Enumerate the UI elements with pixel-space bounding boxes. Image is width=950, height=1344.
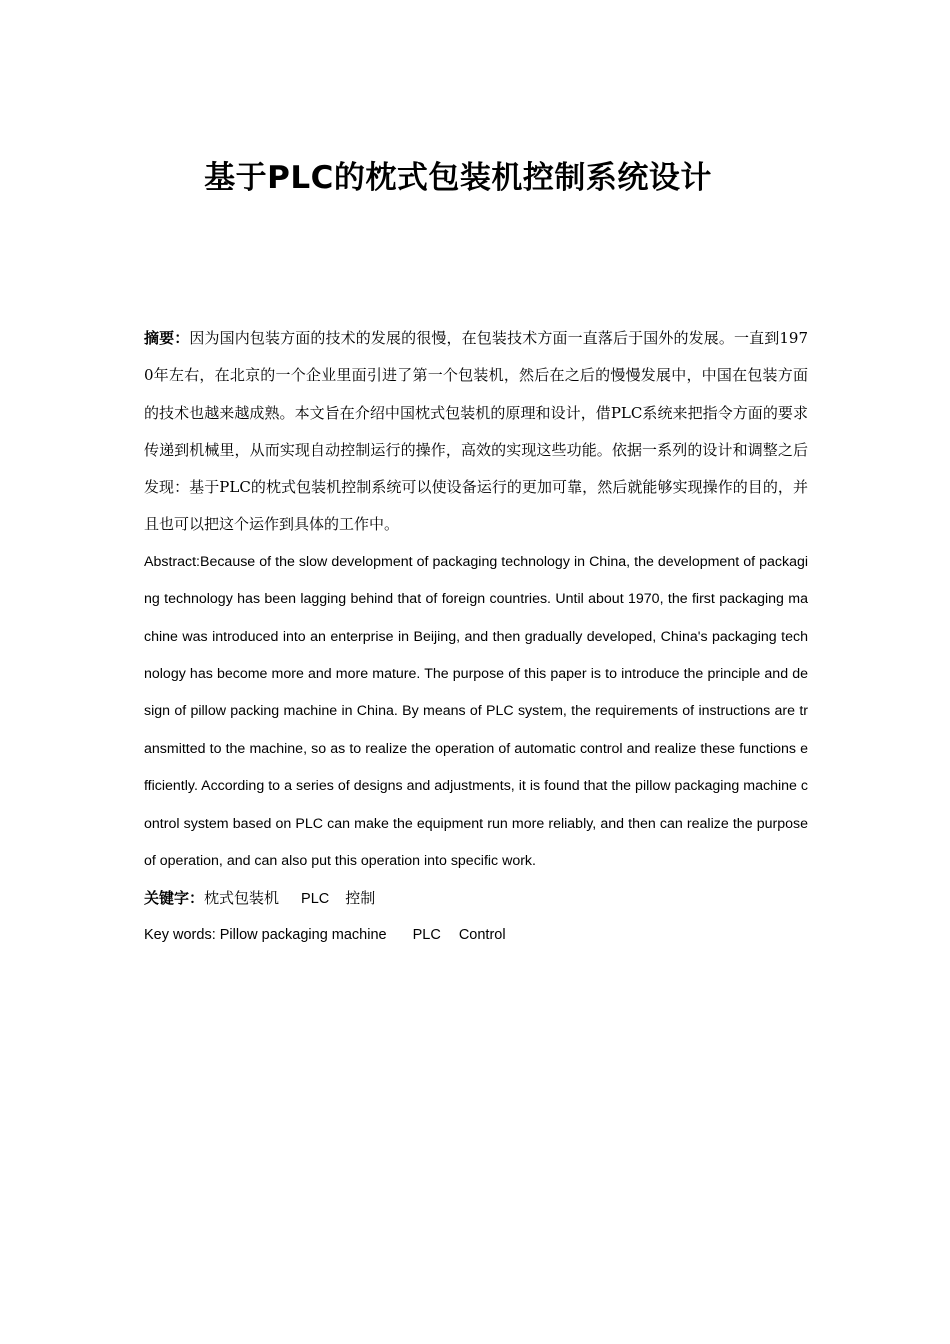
keyword-cn-item: PLC	[301, 891, 330, 908]
keywords-cn	[144, 880, 808, 917]
abstract-en	[144, 544, 808, 881]
keywords-en	[144, 917, 808, 953]
keyword-cn-item: 枕式包装机	[204, 889, 280, 908]
abstract-en-label: Abstract:	[144, 553, 200, 570]
document-title: 基于PLC的枕式包装机控制系统设计	[204, 160, 712, 196]
abstract-cn	[144, 320, 808, 544]
keywords-cn-label: 关键字：	[144, 889, 205, 908]
keyword-en-item: Pillow packaging machine	[219, 927, 387, 944]
keyword-cn-item: 控制	[345, 889, 376, 908]
abstract-cn-label: 摘要：	[144, 329, 190, 347]
document-body	[144, 320, 808, 953]
keyword-en-item: Control	[458, 927, 506, 944]
abstract-cn-text: 因为国内包装方面的技术的发展的很慢，在包装技术方面一直落后于国外的发展。一直到1970年左右，在北京的一个企业里面引进了第一个包装机，然后在之后的慢慢发展中，中国在包装方面的技术也越来越成熟。本文旨在介绍中国枕式包装机的原理和设计，借PLC系统来把指令方面的要求传递到机械里，从而实现自动控制运行的操作，高效的实现这些功能。依据一系列的设计和调整之后发现：基于PLC的枕式包装机控制系统可以使设备运行的更加可靠，然后就能够实现操作的目的，并且也可以把这个运作到具体的工作中。	[144, 329, 808, 534]
abstract-en-text: Because of the slow development of packaging technology in China, the development of packaging technology has been lagging behind that of foreign countries. Until about 1970, the first packaging machine was introduced into an enterprise in Beijing, and then gradually developed, China's packaging technology has become more and more mature. The purpose of this paper is to introduce the principle and design of pillow packing machine in China. By means of PLC system, the requirements of instructions are transmitted to the machine, so as to realize the operation of automatic control and realize these functions efficiently. According to a series of designs and adjustments, it is found that the pillow packaging machine control system based on PLC can make the equipment run more reliably, and then can realize the purpose of operation, and can also put this operation into specific work.	[144, 553, 808, 870]
keyword-en-item: PLC	[412, 927, 441, 944]
keywords-en-label: Key words:	[144, 927, 220, 944]
